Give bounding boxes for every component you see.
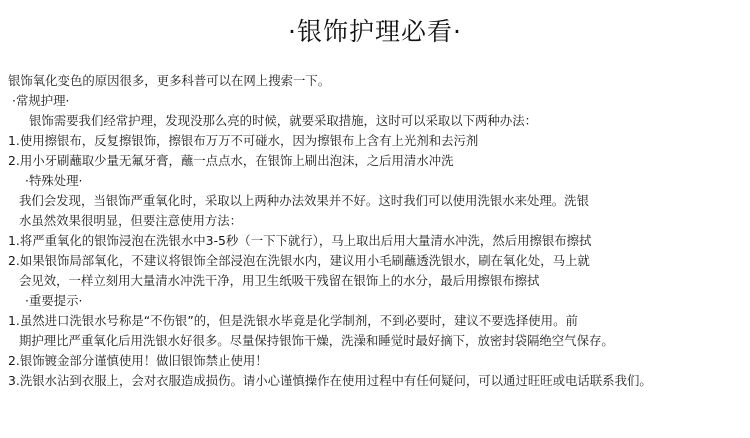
important-note-3: 3.洗银水沾到衣服上，会对衣服造成损伤。请小心谨慎操作在使用过程中有任何疑问，可以通过旺旺或电话联系我们。 [8,373,652,388]
routine-step-1: 1.使用擦银布，反复擦银饰，擦银布万万不可碰水，因为擦银布上含有上光剂和去污剂 [8,133,479,148]
section-heading-important: ·重要提示· [25,293,83,308]
intro-line: 银饰氧化变色的原因很多，更多科普可以在网上搜索一下。 [8,73,331,88]
special-step-1: 1.将严重氧化的银饰浸泡在洗银水中3-5秒（一下下就行），马上取出后用大量清水冲洗，然后用擦银布擦拭 [8,233,592,248]
important-note-1-cont: 期护理比严重氧化后用洗银水好很多。尽量保持银饰干燥，洗澡和睡觉时最好摘下，放密封袋隔绝空气保存。 [19,333,614,348]
important-note-1: 1.虽然进口洗银水号称是“不伤银”的，但是洗银水毕竟是化学制剂，不到必要时，建议不要选择使用。前 [8,313,578,328]
routine-intro: 银饰需要我们经常护理，发现没那么亮的时候，就要采取措施，这时可以采取以下两种办法： [29,113,538,128]
important-note-2: 2.银饰镀金部分谨慎使用！做旧银饰禁止使用！ [8,353,268,368]
special-intro: 我们会发现，当银饰严重氧化时，采取以上两种办法效果并不好。这时我们可以使用洗银水来处理。洗银 [19,193,589,208]
special-step-2-cont: 会见效，一样立刻用大量清水冲洗干净，用卫生纸吸干残留在银饰上的水分，最后用擦银布擦拭 [19,273,540,288]
section-heading-special: ·特殊处理· [25,173,83,188]
care-instructions [8,71,748,391]
section-heading-routine: ·常规护理· [12,93,70,108]
routine-step-2: 2.用小牙刷蘸取少量无氟牙膏，蘸一点点水，在银饰上刷出泡沫，之后用清水冲洗 [8,153,454,168]
special-intro-cont: 水虽然效果很明显，但要注意使用方法： [19,213,243,228]
page-title: ·银饰护理必看· [288,17,462,46]
special-step-2: 2.如果银饰局部氧化，不建议将银饰全部浸泡在洗银水内，建议用小毛刷蘸透洗银水，刷在氧化处，马上就 [8,253,590,268]
